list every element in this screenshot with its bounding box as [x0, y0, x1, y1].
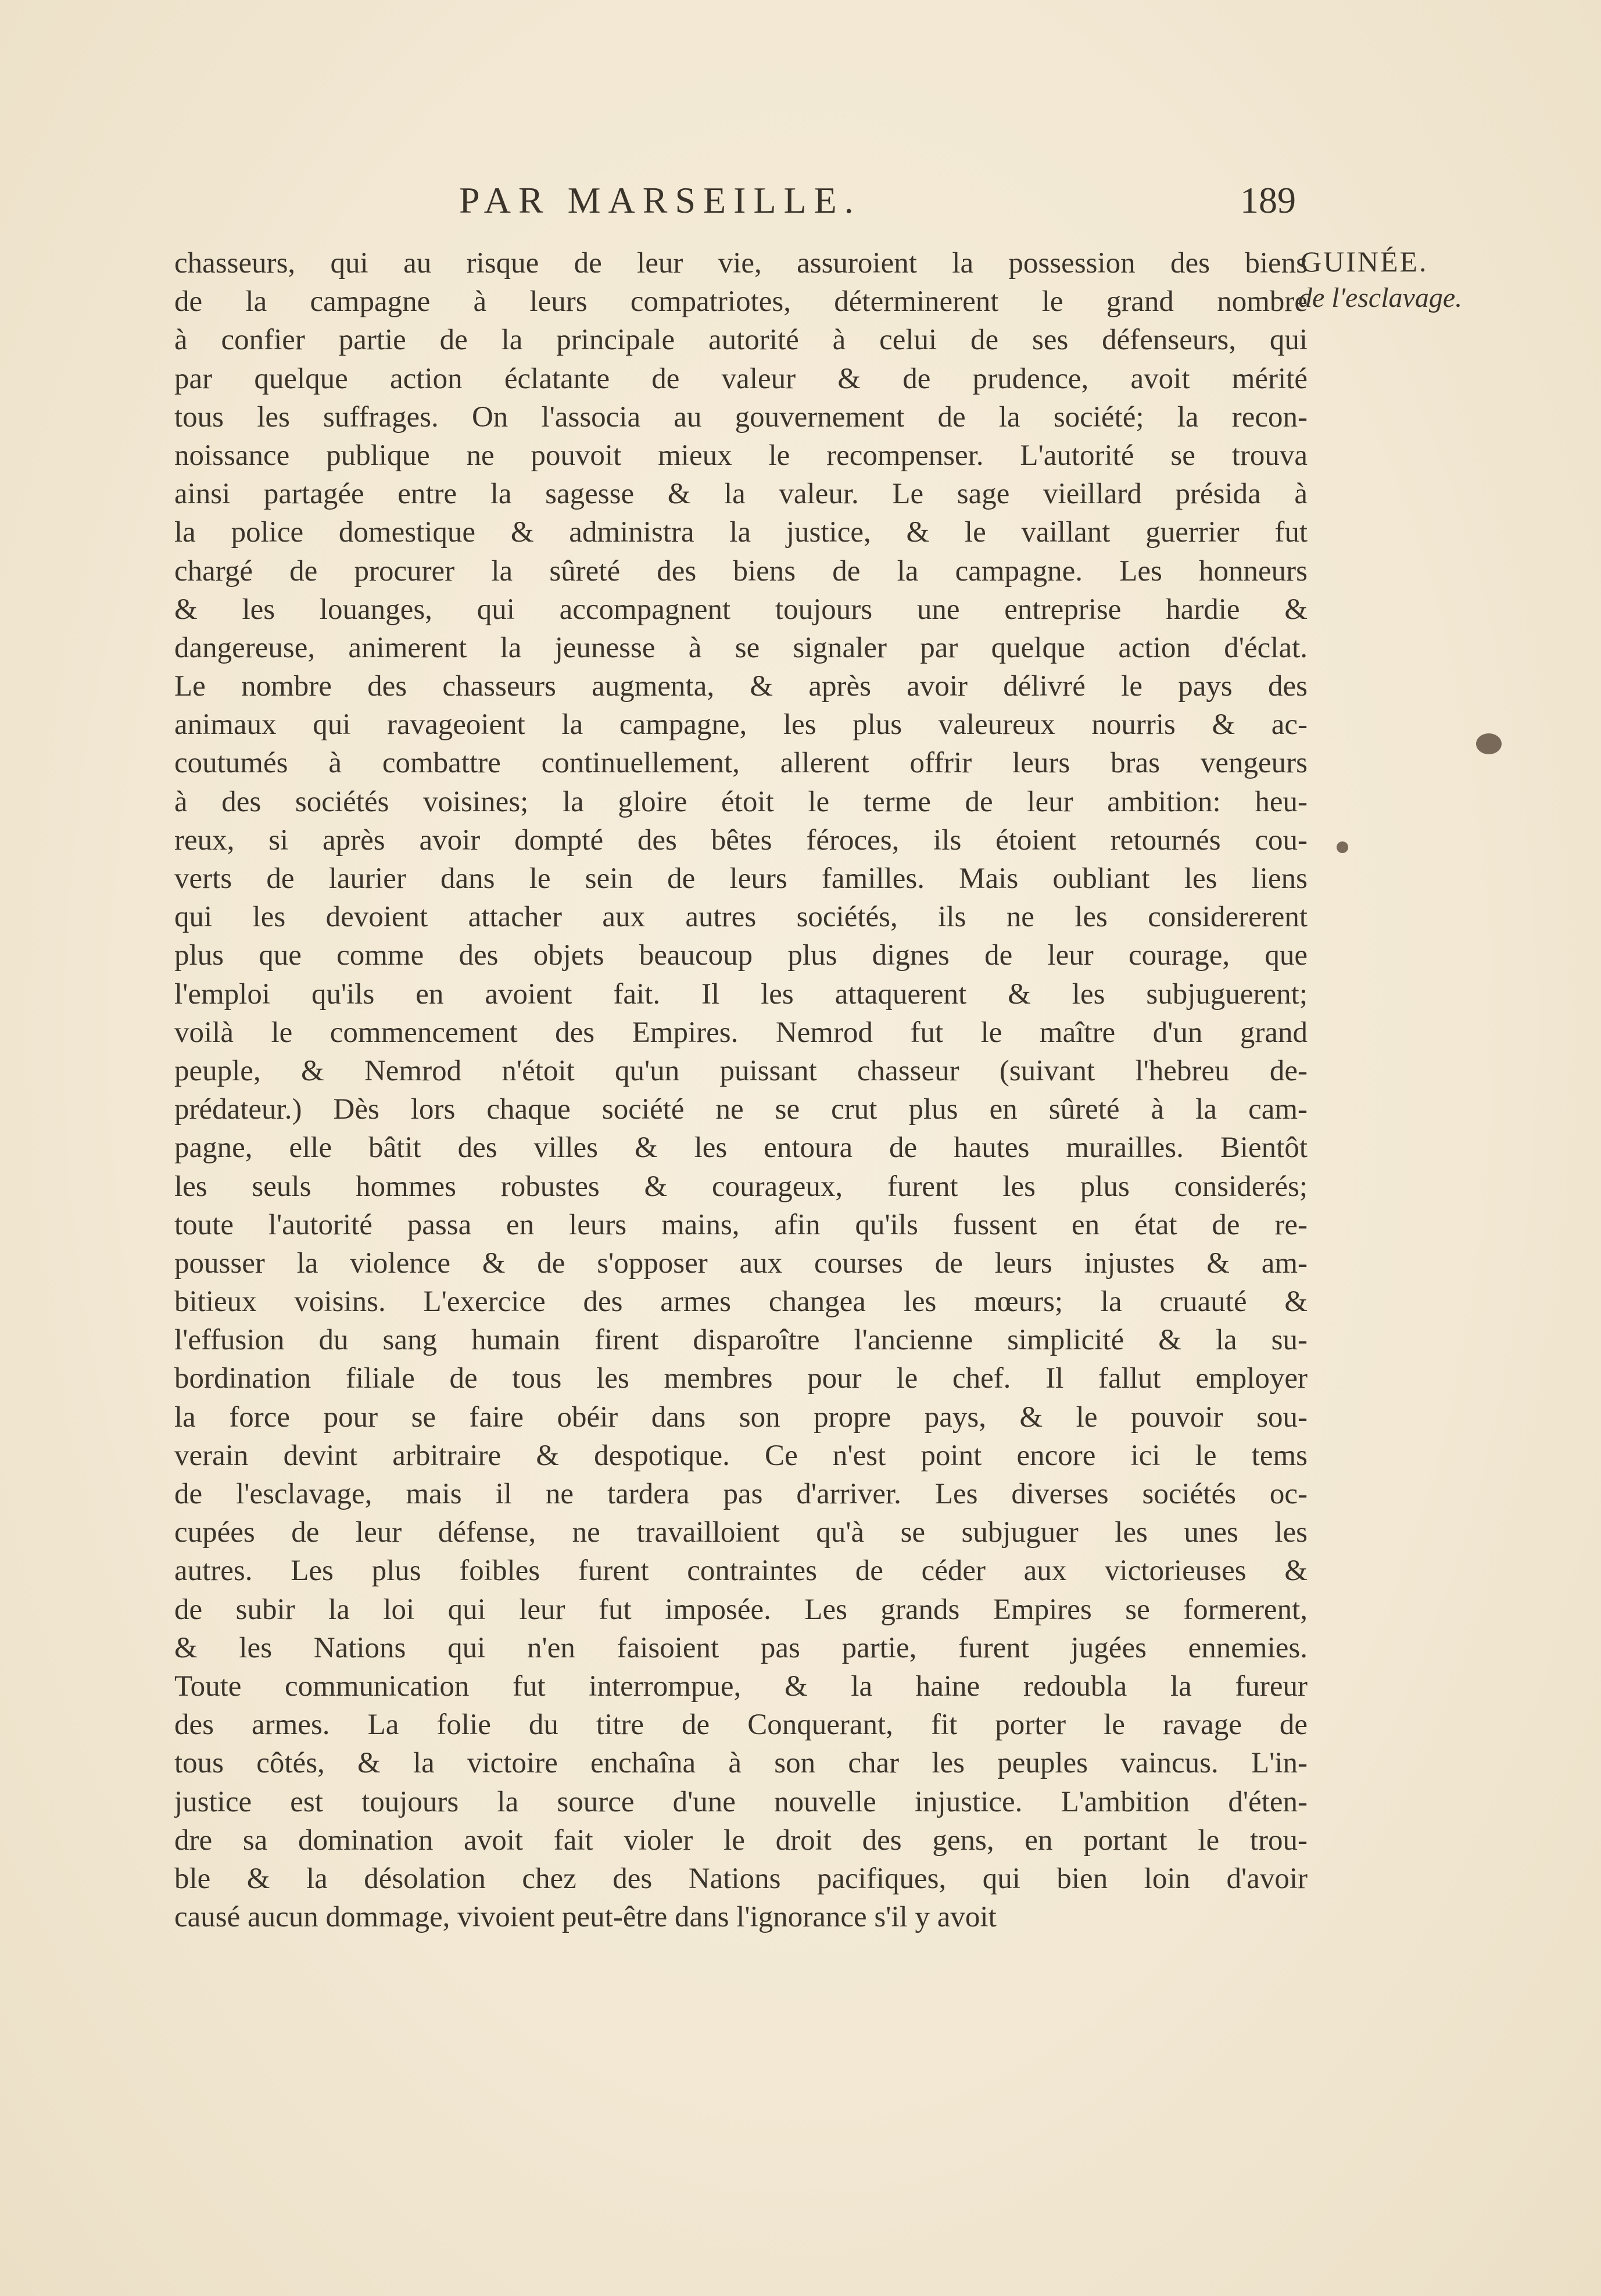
- text-line: plus que comme des objets beaucoup plus dignes de leur courage, que: [174, 939, 1308, 972]
- body-text: [174, 244, 1308, 1936]
- text-line: peuple, & Nemrod n'étoit qu'un puissant chasseur (suivant l'hebreu de-: [174, 1054, 1308, 1087]
- text-line: de l'esclavage, mais il ne tardera pas d'arriver. Les diverses sociétés oc-: [174, 1478, 1308, 1510]
- text-line: qui les devoient attacher aux autres sociétés, ils ne les considererent: [174, 901, 1308, 934]
- text-line: verain devint arbitraire & despotique. Ce n'est point encore ici le tems: [174, 1439, 1308, 1472]
- text-line: Toute communication fut interrompue, & la haine redoubla la fureur: [174, 1670, 1308, 1703]
- text-line: tous côtés, & la victoire enchaîna à son char les peuples vaincus. L'in-: [174, 1747, 1308, 1780]
- text-line: coutumés à combattre continuellement, allerent offrir leurs bras vengeurs: [174, 747, 1308, 780]
- text-line: pagne, elle bâtit des villes & les entoura de hautes murailles. Bientôt: [174, 1131, 1308, 1165]
- running-title: PAR MARSEILLE.: [459, 180, 861, 221]
- text-line: des armes. La folie du titre de Conquerant, fit porter le ravage de: [174, 1708, 1308, 1742]
- text-line: voilà le commencement des Empires. Nemrod fut le maître d'un grand: [174, 1016, 1308, 1049]
- text-line: les seuls hommes robustes & courageux, furent les plus considerés;: [174, 1170, 1308, 1203]
- text-line: & les louanges, qui accompagnent toujours une entreprise hardie &: [174, 593, 1308, 626]
- text-line: chasseurs, qui au risque de leur vie, assuroient la possession des biens: [174, 247, 1308, 280]
- text-line: ainsi partagée entre la sagesse & la valeur. Le sage vieillard présida à: [174, 478, 1308, 511]
- text-line: l'effusion du sang humain firent disparoître l'ancienne simplicité & la su-: [174, 1324, 1308, 1357]
- text-line: de subir la loi qui leur fut imposée. Les grands Empires se formerent,: [174, 1593, 1308, 1626]
- text-line: cupées de leur défense, ne travailloient qu'à se subjuguer les unes les: [174, 1516, 1308, 1549]
- text-line: prédateur.) Dès lors chaque société ne se crut plus en sûreté à la cam-: [174, 1093, 1308, 1126]
- text-line: à confier partie de la principale autorité à celui de ses défenseurs, qui: [174, 324, 1308, 357]
- text-line: verts de laurier dans le sein de leurs familles. Mais oubliant les liens: [174, 862, 1308, 895]
- text-line: chargé de procurer la sûreté des biens de la campagne. Les honneurs: [174, 554, 1308, 588]
- text-line: la force pour se faire obéir dans son propre pays, & le pouvoir sou-: [174, 1400, 1308, 1434]
- text-line: à des sociétés voisines; la gloire étoit le terme de leur ambition: heu-: [174, 785, 1308, 818]
- text-line: pousser la violence & de s'opposer aux courses de leurs injustes & am-: [174, 1246, 1308, 1280]
- text-line: noissance publique ne pouvoit mieux le recompenser. L'autorité se trouva: [174, 439, 1308, 472]
- text-line: ble & la désolation chez des Nations pacifiques, qui bien loin d'avoir: [174, 1862, 1308, 1895]
- margin-subheading: de l'esclavage.: [1298, 282, 1463, 313]
- text-line: tous les suffrages. On l'associa au gouvernement de la société; la recon-: [174, 400, 1308, 434]
- margin-heading: GUINÉE.: [1301, 245, 1428, 278]
- text-line: Le nombre des chasseurs augmenta, & après avoir délivré le pays des: [174, 670, 1308, 703]
- text-line: autres. Les plus foibles furent contraintes de céder aux victorieuses &: [174, 1554, 1308, 1588]
- text-line: toute l'autorité passa en leurs mains, afin qu'ils fussent en état de re-: [174, 1208, 1308, 1241]
- running-head: [459, 174, 1296, 227]
- text-line: de la campagne à leurs compatriotes, déterminerent le grand nombre: [174, 285, 1308, 318]
- ink-spot-mark: [1476, 733, 1502, 754]
- text-line: justice est toujours la source d'une nouvelle injustice. L'ambition d'éten-: [174, 1785, 1308, 1818]
- text-line: par quelque action éclatante de valeur & de prudence, avoit mérité: [174, 362, 1308, 395]
- text-line: dangereuse, animerent la jeunesse à se signaler par quelque action d'éclat.: [174, 631, 1308, 664]
- text-line: animaux qui ravageoient la campagne, les plus valeureux nourris & ac-: [174, 708, 1308, 742]
- margin-note: [1298, 243, 1475, 316]
- ink-spot-mark-small: [1337, 841, 1348, 853]
- text-line: & les Nations qui n'en faisoient pas partie, furent jugées ennemies.: [174, 1631, 1308, 1664]
- text-line: bitieux voisins. L'exercice des armes changea les mœurs; la cruauté &: [174, 1285, 1308, 1319]
- text-line: bordination filiale de tous les membres pour le chef. Il fallut employer: [174, 1362, 1308, 1395]
- text-line: causé aucun dommage, vivoient peut-être dans l'ignorance s'il y avoit: [174, 1901, 997, 1934]
- text-line: l'emploi qu'ils en avoient fait. Il les attaquerent & les subjuguerent;: [174, 977, 1308, 1011]
- page-number: 189: [1240, 180, 1296, 221]
- text-line: la police domestique & administra la justice, & le vaillant guerrier fut: [174, 516, 1308, 549]
- text-line: reux, si après avoir dompté des bêtes féroces, ils étoient retournés cou-: [174, 823, 1308, 857]
- text-line: dre sa domination avoit fait violer le droit des gens, en portant le trou-: [174, 1824, 1308, 1857]
